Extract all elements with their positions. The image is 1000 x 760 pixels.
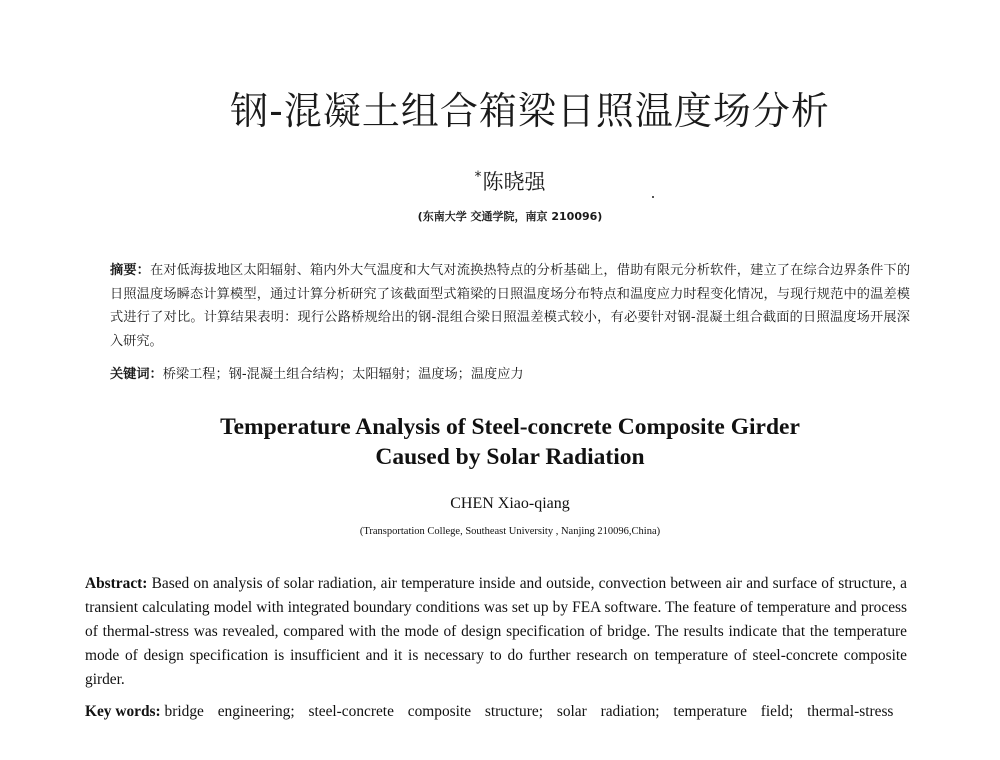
english-author: CHEN Xiao-qiang [450, 495, 570, 512]
english-keywords [85, 700, 907, 724]
chinese-abstract [110, 259, 910, 353]
english-title-line-1: Temperature Analysis of Steel-concrete Composite Girder [220, 414, 800, 440]
english-abstract [85, 572, 907, 692]
english-title-line-2: Caused by Solar Radiation [375, 444, 645, 470]
english-abstract-label: Abstract: [85, 575, 148, 592]
chinese-abstract-text: 在对低海拔地区太阳辐射、箱内外大气温度和大气对流换热特点的分析基础上，借助有限元分析软件，建立了在综合边界条件下的日照温度场瞬态计算模型，通过计算分析研究了该截面型式箱梁的日照温度场分布特点和温度应力时程变化情况，与现行规范中的温差模式进行了对比。计算结果表明：现行公路桥规给出的钢-混组合梁日照温差模式较小，有必要针对钢-混凝土组合截面的日照温度场开展深入研究。 [110, 263, 911, 349]
chinese-abstract-label: 摘要： [110, 263, 151, 278]
chinese-affiliation: (东南大学 交通学院，南京 210096) [417, 210, 603, 223]
english-keywords-label: Key words: [85, 703, 161, 720]
chinese-author-name: 陈晓强 [482, 170, 546, 194]
chinese-title: 钢-混凝土组合箱梁日照温度场分析 [230, 89, 830, 133]
chinese-author [0, 166, 1000, 196]
scan-speck [652, 196, 654, 198]
chinese-keywords-label: 关键词： [110, 367, 163, 382]
chinese-keywords [110, 364, 910, 386]
english-title [0, 412, 1000, 472]
author-mark: * [474, 169, 482, 185]
english-abstract-text: Based on analysis of solar radiation, air temperature inside and outside, convection between air and surface of structure, a transient calculating model with integrated boundary conditions was set up by FEA software. The feature of temperature and process of thermal-stress was revealed, compared with the mode of design specification of bridge. The results indicate that the temperature mode of design specification is insufficient and it is necessary to do further research on temperature of steel-concrete composite girder. [85, 575, 907, 688]
english-keywords-text: bridge engineering; steel-concrete composite structure; solar radiation; temperature field; thermal-stress [164, 703, 894, 720]
english-affiliation: (Transportation College, Southeast University , Nanjing 210096,China) [359, 526, 661, 537]
chinese-keywords-text: 桥梁工程；钢-混凝土组合结构；太阳辐射；温度场；温度应力 [162, 367, 524, 382]
